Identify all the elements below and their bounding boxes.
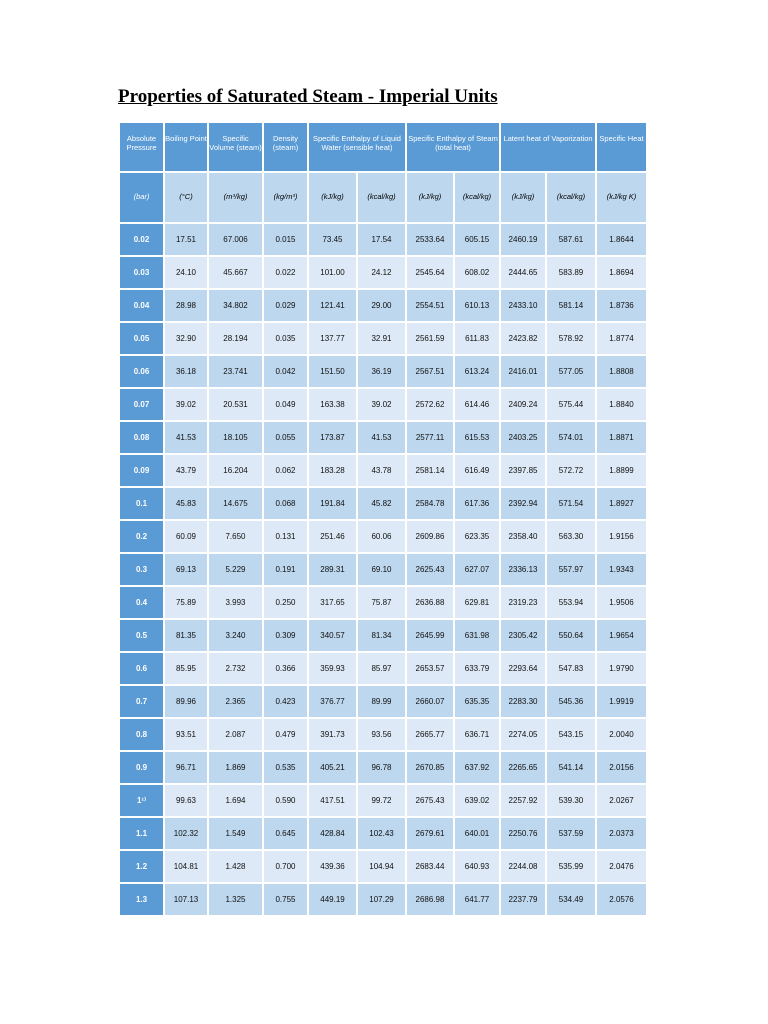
pressure-cell: 0.04: [120, 290, 163, 321]
value-cell: 0.068: [264, 488, 307, 519]
pressure-cell: 0.05: [120, 323, 163, 354]
table-row: [120, 752, 646, 783]
value-cell: 581.14: [547, 290, 595, 321]
value-cell: 75.89: [165, 587, 207, 618]
value-cell: 2609.86: [407, 521, 453, 552]
value-cell: 36.18: [165, 356, 207, 387]
value-cell: 17.54: [358, 224, 405, 255]
value-cell: 2460.19: [501, 224, 545, 255]
value-cell: 2625.43: [407, 554, 453, 585]
value-cell: 107.29: [358, 884, 405, 915]
value-cell: 0.015: [264, 224, 307, 255]
value-cell: 0.062: [264, 455, 307, 486]
value-cell: 637.92: [455, 752, 499, 783]
value-cell: 2.0267: [597, 785, 646, 816]
value-cell: 43.79: [165, 455, 207, 486]
value-cell: 2274.05: [501, 719, 545, 750]
value-cell: 45.83: [165, 488, 207, 519]
value-cell: 639.02: [455, 785, 499, 816]
value-cell: 428.84: [309, 818, 356, 849]
value-cell: 85.97: [358, 653, 405, 684]
unit-cell: (m³/kg): [209, 173, 262, 222]
table-row: [120, 422, 646, 453]
value-cell: 550.64: [547, 620, 595, 651]
value-cell: 537.59: [547, 818, 595, 849]
value-cell: 173.87: [309, 422, 356, 453]
pressure-cell: 0.9: [120, 752, 163, 783]
value-cell: 93.51: [165, 719, 207, 750]
value-cell: 587.61: [547, 224, 595, 255]
value-cell: 17.51: [165, 224, 207, 255]
value-cell: 5.229: [209, 554, 262, 585]
unit-cell: (kcal/kg): [358, 173, 405, 222]
value-cell: 417.51: [309, 785, 356, 816]
value-cell: 2.087: [209, 719, 262, 750]
value-cell: 41.53: [165, 422, 207, 453]
value-cell: 81.34: [358, 620, 405, 651]
pressure-cell: 1.3: [120, 884, 163, 915]
value-cell: 2.0476: [597, 851, 646, 882]
value-cell: 617.36: [455, 488, 499, 519]
value-cell: 151.50: [309, 356, 356, 387]
value-cell: 3.240: [209, 620, 262, 651]
value-cell: 0.423: [264, 686, 307, 717]
pressure-cell: 0.03: [120, 257, 163, 288]
value-cell: 183.28: [309, 455, 356, 486]
value-cell: 191.84: [309, 488, 356, 519]
table-row: [120, 488, 646, 519]
header-cell: Specific Heat: [597, 123, 646, 171]
value-cell: 104.81: [165, 851, 207, 882]
value-cell: 43.78: [358, 455, 405, 486]
value-cell: 0.250: [264, 587, 307, 618]
value-cell: 163.38: [309, 389, 356, 420]
value-cell: 3.993: [209, 587, 262, 618]
value-cell: 104.94: [358, 851, 405, 882]
value-cell: 85.95: [165, 653, 207, 684]
unit-cell: (kJ/kg): [501, 173, 545, 222]
value-cell: 0.645: [264, 818, 307, 849]
value-cell: 2.0576: [597, 884, 646, 915]
table-row: [120, 554, 646, 585]
value-cell: 2403.25: [501, 422, 545, 453]
value-cell: 28.194: [209, 323, 262, 354]
value-cell: 2257.92: [501, 785, 545, 816]
value-cell: 96.71: [165, 752, 207, 783]
value-cell: 2584.78: [407, 488, 453, 519]
value-cell: 2567.51: [407, 356, 453, 387]
value-cell: 635.35: [455, 686, 499, 717]
value-cell: 545.36: [547, 686, 595, 717]
value-cell: 1.9506: [597, 587, 646, 618]
value-cell: 89.99: [358, 686, 405, 717]
value-cell: 60.09: [165, 521, 207, 552]
value-cell: 2686.98: [407, 884, 453, 915]
value-cell: 2675.43: [407, 785, 453, 816]
value-cell: 543.15: [547, 719, 595, 750]
value-cell: 2265.65: [501, 752, 545, 783]
page-title: Properties of Saturated Steam - Imperial Units: [118, 86, 498, 107]
value-cell: 2433.10: [501, 290, 545, 321]
value-cell: 18.105: [209, 422, 262, 453]
value-cell: 2683.44: [407, 851, 453, 882]
value-cell: 2423.82: [501, 323, 545, 354]
value-cell: 1.9919: [597, 686, 646, 717]
value-cell: 0.309: [264, 620, 307, 651]
value-cell: 2244.08: [501, 851, 545, 882]
value-cell: 610.13: [455, 290, 499, 321]
value-cell: 0.535: [264, 752, 307, 783]
value-cell: 553.94: [547, 587, 595, 618]
value-cell: 317.65: [309, 587, 356, 618]
value-cell: 2561.59: [407, 323, 453, 354]
unit-cell: (bar): [120, 173, 163, 222]
table-row: [120, 719, 646, 750]
value-cell: 2283.30: [501, 686, 545, 717]
value-cell: 2670.85: [407, 752, 453, 783]
value-cell: 2336.13: [501, 554, 545, 585]
table-row: [120, 851, 646, 882]
value-cell: 101.00: [309, 257, 356, 288]
table-row: [120, 686, 646, 717]
table-row: [120, 785, 646, 816]
table-row: [120, 290, 646, 321]
value-cell: 1.869: [209, 752, 262, 783]
value-cell: 32.90: [165, 323, 207, 354]
value-cell: 34.802: [209, 290, 262, 321]
value-cell: 608.02: [455, 257, 499, 288]
pressure-cell: 0.7: [120, 686, 163, 717]
value-cell: 1.8774: [597, 323, 646, 354]
value-cell: 1.9343: [597, 554, 646, 585]
value-cell: 2554.51: [407, 290, 453, 321]
value-cell: 1.8871: [597, 422, 646, 453]
value-cell: 2660.07: [407, 686, 453, 717]
pressure-cell: 0.8: [120, 719, 163, 750]
value-cell: 611.83: [455, 323, 499, 354]
value-cell: 1.9790: [597, 653, 646, 684]
value-cell: 578.92: [547, 323, 595, 354]
value-cell: 0.022: [264, 257, 307, 288]
value-cell: 23.741: [209, 356, 262, 387]
value-cell: 24.12: [358, 257, 405, 288]
value-cell: 627.07: [455, 554, 499, 585]
table-row: [120, 521, 646, 552]
value-cell: 89.96: [165, 686, 207, 717]
value-cell: 1.8644: [597, 224, 646, 255]
value-cell: 2416.01: [501, 356, 545, 387]
unit-cell: (kJ/kg): [407, 173, 453, 222]
value-cell: 2577.11: [407, 422, 453, 453]
value-cell: 534.49: [547, 884, 595, 915]
value-cell: 615.53: [455, 422, 499, 453]
unit-cell: (kg/m³): [264, 173, 307, 222]
value-cell: 541.14: [547, 752, 595, 783]
value-cell: 2.0373: [597, 818, 646, 849]
value-cell: 121.41: [309, 290, 356, 321]
header-cell: Boiling Point: [165, 123, 207, 171]
pressure-cell: 0.1: [120, 488, 163, 519]
unit-cell: (kJ/kg): [309, 173, 356, 222]
header-cell: Specific Enthalpy of Liquid Water (sensible heat): [309, 123, 405, 171]
value-cell: 0.131: [264, 521, 307, 552]
value-cell: 623.35: [455, 521, 499, 552]
value-cell: 107.13: [165, 884, 207, 915]
value-cell: 93.56: [358, 719, 405, 750]
value-cell: 289.31: [309, 554, 356, 585]
value-cell: 67.006: [209, 224, 262, 255]
value-cell: 20.531: [209, 389, 262, 420]
value-cell: 1.694: [209, 785, 262, 816]
value-cell: 75.87: [358, 587, 405, 618]
value-cell: 41.53: [358, 422, 405, 453]
value-cell: 102.32: [165, 818, 207, 849]
value-cell: 2645.99: [407, 620, 453, 651]
value-cell: 2.365: [209, 686, 262, 717]
value-cell: 575.44: [547, 389, 595, 420]
value-cell: 2636.88: [407, 587, 453, 618]
value-cell: 1.8927: [597, 488, 646, 519]
value-cell: 2533.64: [407, 224, 453, 255]
header-cell: Specific Enthalpy of Steam (total heat): [407, 123, 499, 171]
value-cell: 24.10: [165, 257, 207, 288]
value-cell: 572.72: [547, 455, 595, 486]
value-cell: 641.77: [455, 884, 499, 915]
table-row: [120, 455, 646, 486]
value-cell: 0.191: [264, 554, 307, 585]
value-cell: 99.63: [165, 785, 207, 816]
value-cell: 60.06: [358, 521, 405, 552]
pressure-cell: 0.07: [120, 389, 163, 420]
units-row: [120, 173, 646, 222]
steam-properties-table: [118, 121, 648, 917]
value-cell: 1.428: [209, 851, 262, 882]
value-cell: 69.10: [358, 554, 405, 585]
value-cell: 14.675: [209, 488, 262, 519]
value-cell: 0.366: [264, 653, 307, 684]
value-cell: 2392.94: [501, 488, 545, 519]
value-cell: 0.035: [264, 323, 307, 354]
value-cell: 29.00: [358, 290, 405, 321]
value-cell: 2409.24: [501, 389, 545, 420]
value-cell: 2.0040: [597, 719, 646, 750]
value-cell: 0.029: [264, 290, 307, 321]
value-cell: 539.30: [547, 785, 595, 816]
value-cell: 0.755: [264, 884, 307, 915]
value-cell: 1.8694: [597, 257, 646, 288]
pressure-cell: 0.4: [120, 587, 163, 618]
value-cell: 2293.64: [501, 653, 545, 684]
value-cell: 340.57: [309, 620, 356, 651]
pressure-cell: 0.06: [120, 356, 163, 387]
value-cell: 405.21: [309, 752, 356, 783]
value-cell: 99.72: [358, 785, 405, 816]
value-cell: 0.700: [264, 851, 307, 882]
table-row: [120, 884, 646, 915]
value-cell: 2237.79: [501, 884, 545, 915]
value-cell: 28.98: [165, 290, 207, 321]
value-cell: 633.79: [455, 653, 499, 684]
pressure-cell: 1¹⁾: [120, 785, 163, 816]
header-cell: Latent heat of Vaporization: [501, 123, 595, 171]
value-cell: 45.82: [358, 488, 405, 519]
value-cell: 2305.42: [501, 620, 545, 651]
value-cell: 1.549: [209, 818, 262, 849]
header-row: [120, 123, 646, 171]
value-cell: 96.78: [358, 752, 405, 783]
value-cell: 0.590: [264, 785, 307, 816]
value-cell: 2.732: [209, 653, 262, 684]
value-cell: 137.77: [309, 323, 356, 354]
header-cell: Density (steam): [264, 123, 307, 171]
header-cell: Specific Volume (steam): [209, 123, 262, 171]
value-cell: 39.02: [165, 389, 207, 420]
value-cell: 640.01: [455, 818, 499, 849]
value-cell: 2665.77: [407, 719, 453, 750]
value-cell: 376.77: [309, 686, 356, 717]
value-cell: 439.36: [309, 851, 356, 882]
value-cell: 2.0156: [597, 752, 646, 783]
value-cell: 0.042: [264, 356, 307, 387]
pressure-cell: 1.1: [120, 818, 163, 849]
value-cell: 81.35: [165, 620, 207, 651]
value-cell: 583.89: [547, 257, 595, 288]
pressure-cell: 0.02: [120, 224, 163, 255]
header-cell: Absolute Pressure: [120, 123, 163, 171]
value-cell: 449.19: [309, 884, 356, 915]
value-cell: 102.43: [358, 818, 405, 849]
value-cell: 1.8840: [597, 389, 646, 420]
value-cell: 0.479: [264, 719, 307, 750]
value-cell: 616.49: [455, 455, 499, 486]
value-cell: 2679.61: [407, 818, 453, 849]
value-cell: 2653.57: [407, 653, 453, 684]
table-row: [120, 620, 646, 651]
table-row: [120, 587, 646, 618]
value-cell: 32.91: [358, 323, 405, 354]
value-cell: 2358.40: [501, 521, 545, 552]
value-cell: 16.204: [209, 455, 262, 486]
table-body: [120, 224, 646, 915]
value-cell: 631.98: [455, 620, 499, 651]
pressure-cell: 0.6: [120, 653, 163, 684]
value-cell: 391.73: [309, 719, 356, 750]
value-cell: 547.83: [547, 653, 595, 684]
value-cell: 1.8736: [597, 290, 646, 321]
value-cell: 1.9654: [597, 620, 646, 651]
value-cell: 39.02: [358, 389, 405, 420]
value-cell: 574.01: [547, 422, 595, 453]
unit-cell: (°C): [165, 173, 207, 222]
value-cell: 577.05: [547, 356, 595, 387]
table-row: [120, 389, 646, 420]
value-cell: 2397.85: [501, 455, 545, 486]
value-cell: 629.81: [455, 587, 499, 618]
value-cell: 45.667: [209, 257, 262, 288]
value-cell: 7.650: [209, 521, 262, 552]
table-row: [120, 653, 646, 684]
value-cell: 640.93: [455, 851, 499, 882]
table-row: [120, 224, 646, 255]
value-cell: 636.71: [455, 719, 499, 750]
value-cell: 563.30: [547, 521, 595, 552]
value-cell: 557.97: [547, 554, 595, 585]
table-row: [120, 323, 646, 354]
value-cell: 0.049: [264, 389, 307, 420]
value-cell: 613.24: [455, 356, 499, 387]
value-cell: 251.46: [309, 521, 356, 552]
value-cell: 359.93: [309, 653, 356, 684]
pressure-cell: 0.08: [120, 422, 163, 453]
value-cell: 2581.14: [407, 455, 453, 486]
pressure-cell: 0.5: [120, 620, 163, 651]
pressure-cell: 0.2: [120, 521, 163, 552]
value-cell: 69.13: [165, 554, 207, 585]
unit-cell: (kcal/kg): [547, 173, 595, 222]
value-cell: 2319.23: [501, 587, 545, 618]
unit-cell: (kJ/kg K): [597, 173, 646, 222]
value-cell: 1.8899: [597, 455, 646, 486]
table-row: [120, 257, 646, 288]
unit-cell: (kcal/kg): [455, 173, 499, 222]
value-cell: 571.54: [547, 488, 595, 519]
table-row: [120, 356, 646, 387]
value-cell: 2572.62: [407, 389, 453, 420]
value-cell: 605.15: [455, 224, 499, 255]
value-cell: 2545.64: [407, 257, 453, 288]
value-cell: 1.325: [209, 884, 262, 915]
value-cell: 614.46: [455, 389, 499, 420]
value-cell: 535.99: [547, 851, 595, 882]
value-cell: 1.8808: [597, 356, 646, 387]
value-cell: 2250.76: [501, 818, 545, 849]
value-cell: 1.9156: [597, 521, 646, 552]
table-row: [120, 818, 646, 849]
pressure-cell: 0.3: [120, 554, 163, 585]
pressure-cell: 0.09: [120, 455, 163, 486]
value-cell: 73.45: [309, 224, 356, 255]
value-cell: 0.055: [264, 422, 307, 453]
pressure-cell: 1.2: [120, 851, 163, 882]
value-cell: 36.19: [358, 356, 405, 387]
value-cell: 2444.65: [501, 257, 545, 288]
